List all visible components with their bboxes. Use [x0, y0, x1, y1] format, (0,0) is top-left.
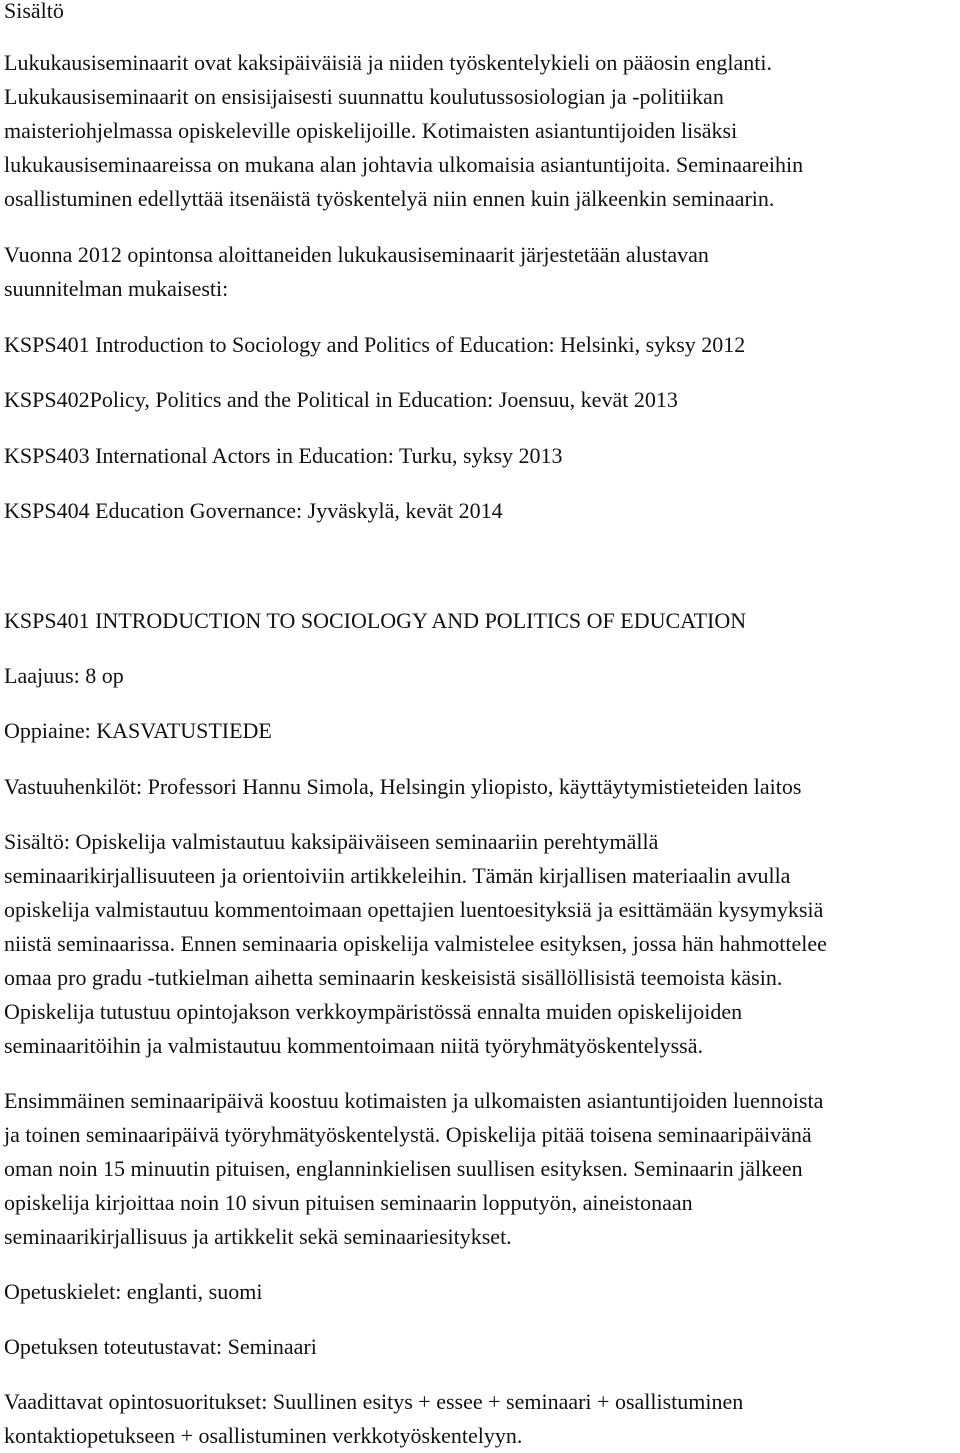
days-line: Ensimmäinen seminaaripäivä koostuu kotimaisten ja ulkomaisten asiantuntijoiden luennoista	[4, 1088, 824, 1113]
course-item: KSPS401 Introduction to Sociology and Politics of Education: Helsinki, syksy 2012	[4, 332, 746, 357]
days-line: opiskelija kirjoittaa noin 10 sivun pituisen seminaarin lopputyön, aineistonaan	[4, 1190, 693, 1215]
requirements-line: kontaktiopetukseen + osallistuminen verkkotyöskentelyyn.	[4, 1423, 523, 1448]
teaching-languages: Opetuskielet: englanti, suomi	[4, 1279, 263, 1304]
intro-line: lukukausiseminaareissa on mukana alan johtavia ulkomaisia asiantuntijoita. Seminaareihin	[4, 152, 804, 177]
content-paragraph	[4, 825, 827, 1063]
content-line: omaa pro gradu -tutkielman aihetta seminaarin keskeisistä sisällöllisistä teemoista käsin.	[4, 965, 783, 990]
plan-paragraph	[4, 238, 709, 306]
course-subject: Oppiaine: KASVATUSTIEDE	[4, 718, 272, 743]
plan-line: Vuonna 2012 opintonsa aloittaneiden lukukausiseminaarit järjestetään alustavan	[4, 242, 709, 267]
days-line: oman noin 15 minuutin pituisen, englanninkielisen suullisen esityksen. Seminaarin jälkeen	[4, 1156, 803, 1181]
section-heading: Sisältö	[4, 0, 64, 23]
course-item: KSPS402Policy, Politics and the Political in Education: Joensuu, kevät 2013	[4, 387, 678, 412]
requirements-paragraph	[4, 1385, 743, 1453]
requirements-line: Vaadittavat opintosuoritukset: Suullinen esitys + essee + seminaari + osallistuminen	[4, 1389, 744, 1414]
course-item: KSPS404 Education Governance: Jyväskylä, kevät 2014	[4, 498, 503, 523]
content-line: Sisältö: Opiskelija valmistautuu kaksipäiväiseen seminaariin perehtymällä	[4, 829, 659, 854]
intro-paragraph	[4, 46, 803, 216]
intro-line: Lukukausiseminaarit on ensisijaisesti suunnattu koulutussosiologian ja -politiikan	[4, 84, 724, 109]
course-scope: Laajuus: 8 op	[4, 663, 124, 688]
intro-line: osallistuminen edellyttää itsenäistä työskentelyä niin ennen kuin jälkeenkin seminaarin.	[4, 186, 775, 211]
teaching-methods: Opetuksen toteutustavat: Seminaari	[4, 1334, 317, 1359]
intro-line: Lukukausiseminaarit ovat kaksipäiväisiä ja niiden työskentelykieli on pääosin englanti.	[4, 50, 772, 75]
content-line: seminaaritöihin ja valmistautuu kommentoimaan niitä työryhmätyöskentelyssä.	[4, 1033, 703, 1058]
content-line: Opiskelija tutustuu opintojakson verkkoympäristössä ennalta muiden opiskelijoiden	[4, 999, 743, 1024]
days-paragraph	[4, 1084, 823, 1254]
course-responsible: Vastuuhenkilöt: Professori Hannu Simola, Helsingin yliopisto, käyttäytymistieteiden laitos	[4, 774, 802, 799]
days-line: seminaarikirjallisuus ja artikkelit sekä seminaariesitykset.	[4, 1224, 512, 1249]
days-line: ja toinen seminaaripäivä työryhmätyöskentelystä. Opiskelija pitää toisena seminaaripäivänä	[4, 1122, 812, 1147]
course-title: KSPS401 INTRODUCTION TO SOCIOLOGY AND POLITICS OF EDUCATION	[4, 608, 747, 633]
plan-line: suunnitelman mukaisesti:	[4, 276, 229, 301]
intro-line: maisteriohjelmassa opiskeleville opiskelijoille. Kotimaisten asiantuntijoiden lisäksi	[4, 118, 738, 143]
content-line: niistä seminaarissa. Ennen seminaaria opiskelija valmistelee esityksen, jossa hän hahmottelee	[4, 931, 827, 956]
content-line: seminaarikirjallisuuteen ja orientoiviin artikkeleihin. Tämän kirjallisen materiaalin avulla	[4, 863, 791, 888]
course-item: KSPS403 International Actors in Education: Turku, syksy 2013	[4, 443, 563, 468]
content-line: opiskelija valmistautuu kommentoimaan opettajien luentoesityksiä ja esittämään kysymyksiä	[4, 897, 824, 922]
